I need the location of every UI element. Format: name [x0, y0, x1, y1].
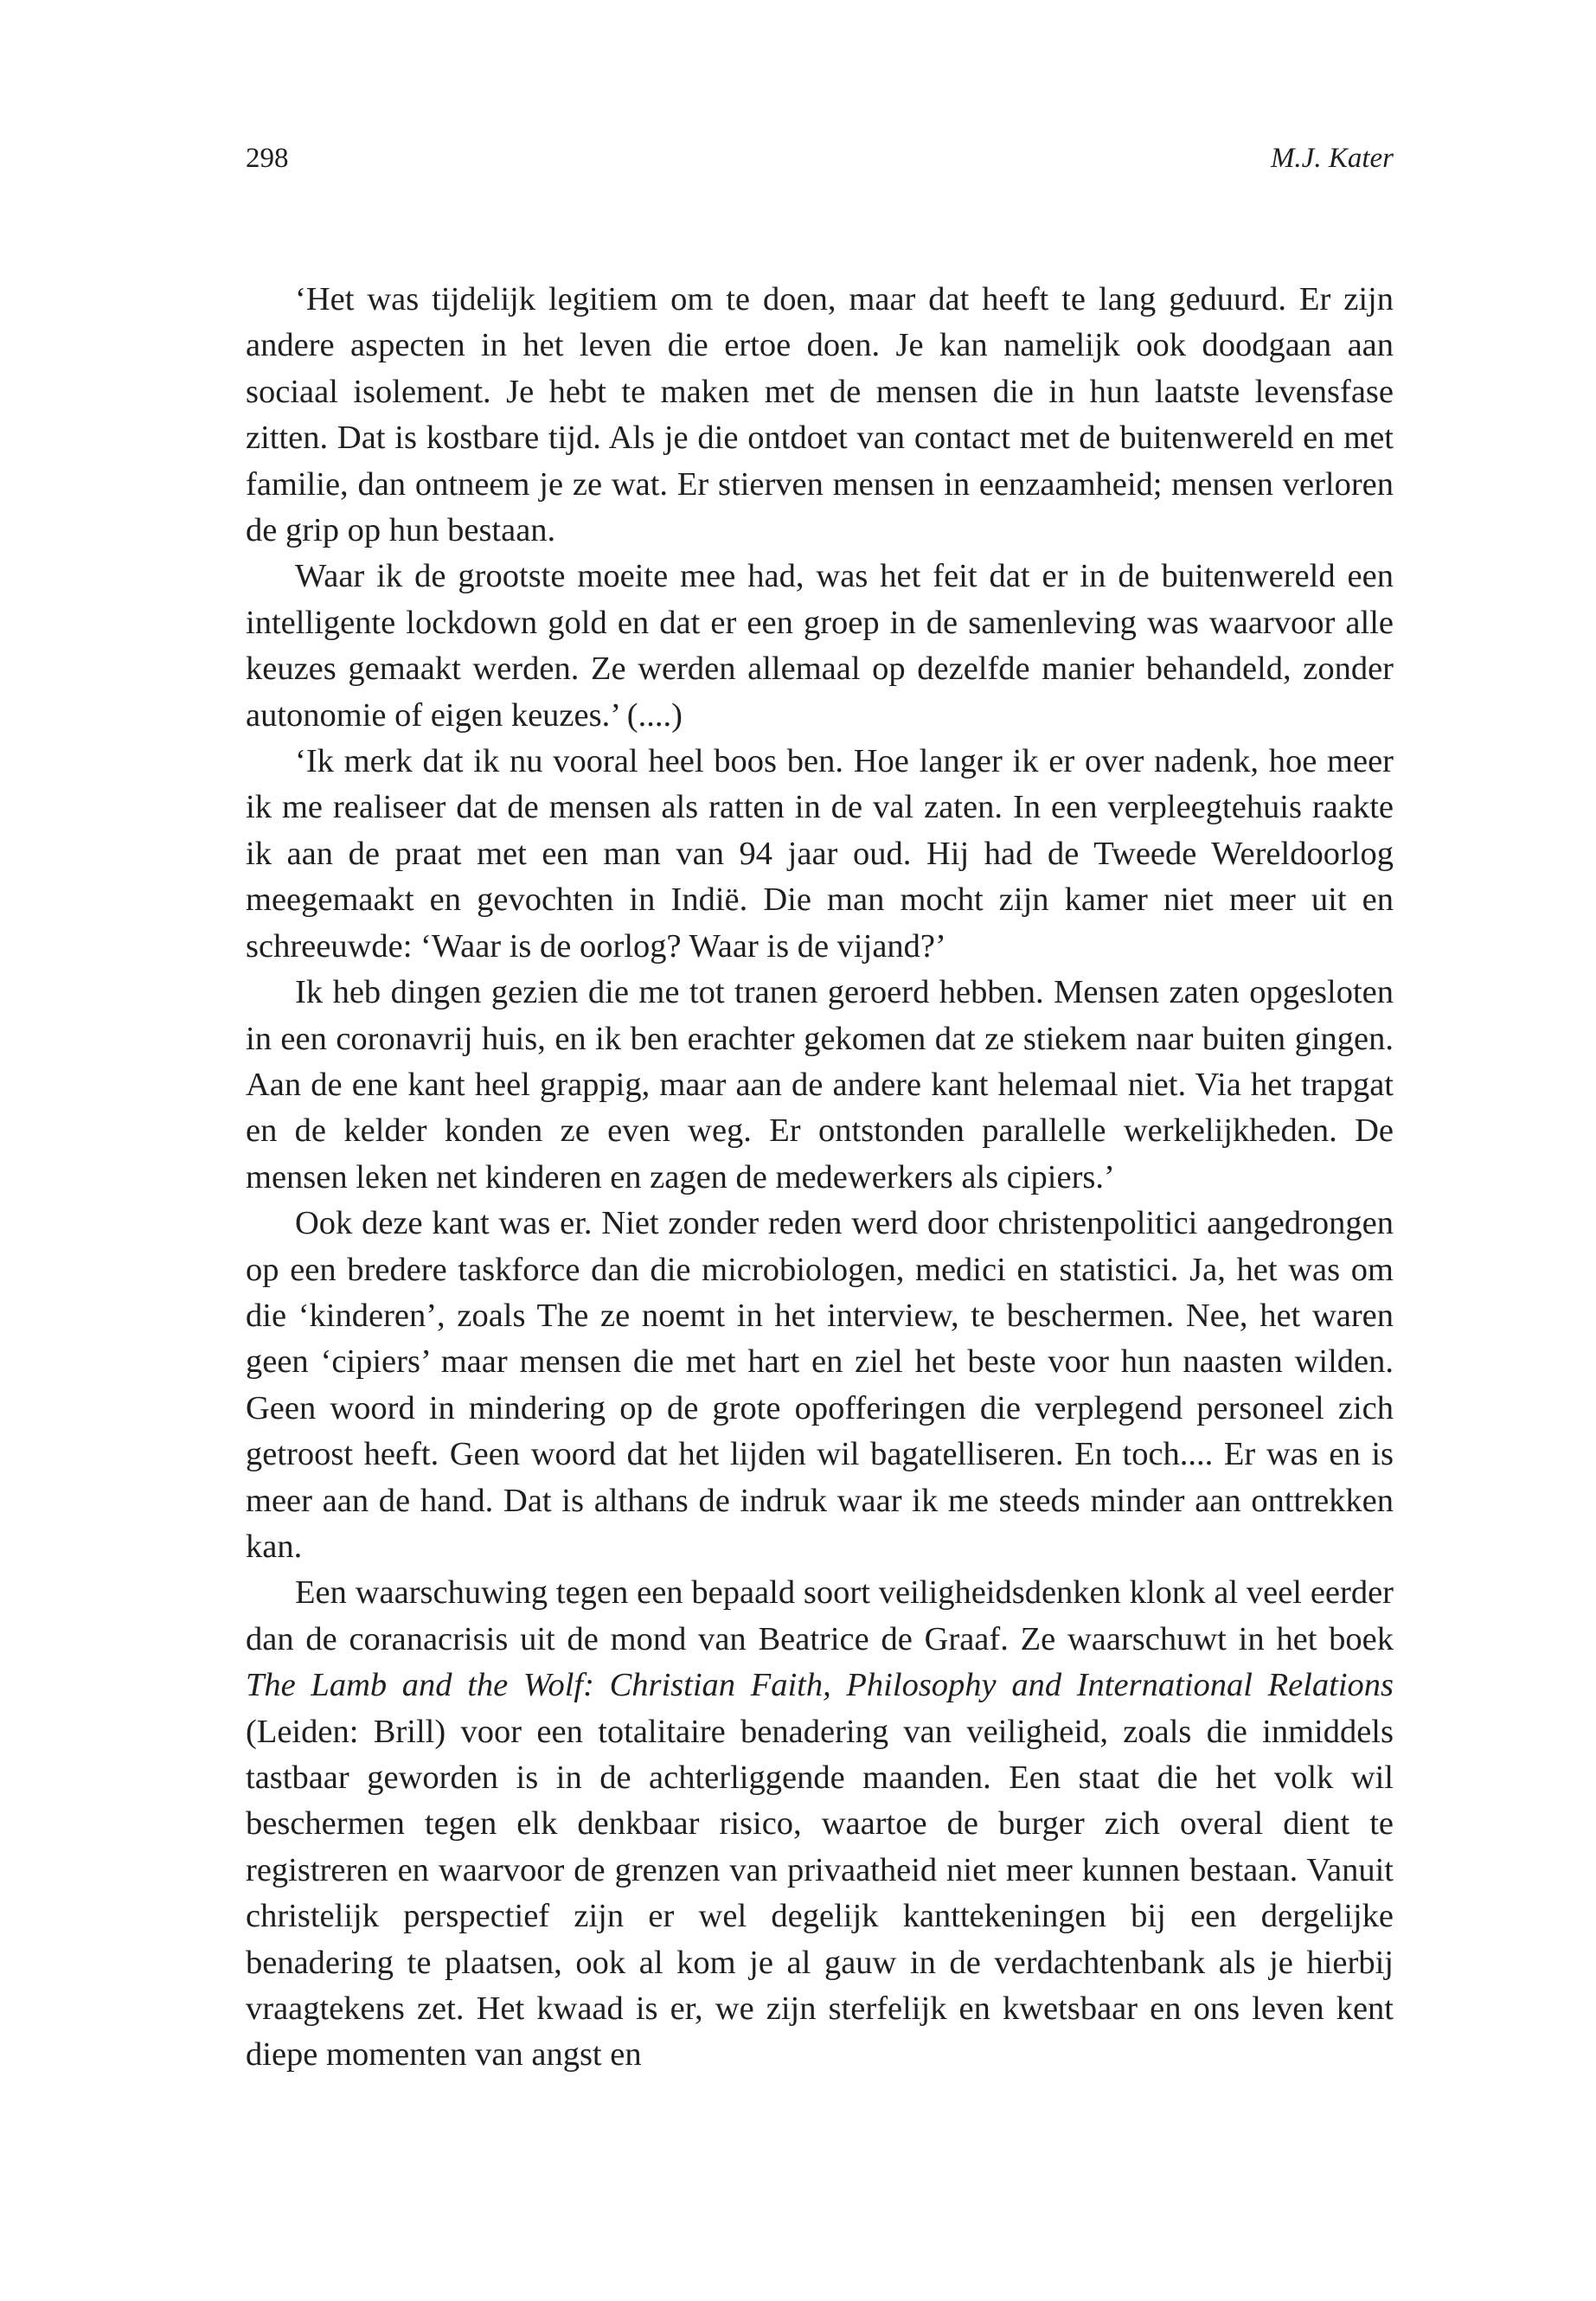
- page-number: 298: [246, 143, 289, 174]
- book-title: The Lamb and the Wolf: Christian Faith, Philosophy and International Relations: [246, 1667, 1394, 1704]
- paragraph: Ik heb dingen gezien die me tot tranen geroerd hebben. Mensen zaten opgesloten in een coronavrij huis, en ik ben erachter gekomen dat ze stiekem naar buiten gingen. Aan de ene kant heel grappig, maar aan de andere kant helemaal niet. Via het trapgat en de kelder konden ze even weg. Er ontstonden parallelle werkelijkheden. De mensen leken net kinderen en zagen de medewerkers als cipiers.’: [246, 974, 1394, 1195]
- body-text: [246, 277, 1394, 2079]
- running-head: [246, 137, 1394, 180]
- paragraph-text: (Leiden: Brill) voor een totalitaire benadering van veiligheid, zoals die inmiddels tastbaar geworden is in de achterliggende maanden. Een staat die het volk wil beschermen tegen elk denkbaar risico, waartoe de burger zich overal dient te registreren en waarvoor de grenzen van privaatheid niet meer kunnen bestaan. Vanuit christelijk perspectief zijn er wel degelijk kanttekeningen bij een dergelijke benadering te plaatsen, ook al kom je al gauw in de verdachtenbank als je hierbij vraagtekens zet. Het kwaad is er, we zijn sterfelijk en kwetsbaar en ons leven kent diepe momenten van angst en: [246, 1713, 1394, 2073]
- paragraph: ‘Ik merk dat ik nu vooral heel boos ben. Hoe langer ik er over nadenk, hoe meer ik me realiseer dat de mensen als ratten in de val zaten. In een verpleegtehuis raakte ik aan de praat met een man van 94 jaar oud. Hij had de Tweede Wereldoorlog meegemaakt en gevochten in Indië. Die man mocht zijn kamer niet meer uit en schreeuwde: ‘Waar is de oorlog? Waar is de vijand?’: [246, 743, 1394, 965]
- paragraph: Ook deze kant was er. Niet zonder reden werd door christenpolitici aangedrongen op een bredere taskforce dan die microbiologen, medici en statistici. Ja, het was om die ‘kinderen’, zoals The ze noemt in het interview, te beschermen. Nee, het waren geen ‘cipiers’ maar mensen die met hart en ziel het beste voor hun naasten wilden. Geen woord in mindering op de grote opofferingen die verplegend personeel zich getroost heeft. Geen woord dat het lijden wil bagatelliseren. En toch.... Er was en is meer aan de hand. Dat is althans de indruk waar ik me steeds minder aan onttrekken kan.: [246, 1205, 1394, 1565]
- paragraph: ‘Het was tijdelijk legitiem om te doen, maar dat heeft te lang geduurd. Er zijn andere aspecten in het leven die ertoe doen. Je kan namelijk ook doodgaan aan sociaal isolement. Je hebt te maken met de mensen die in hun laatste levensfase zitten. Dat is kostbare tijd. Als je die ontdoet van contact met de buitenwereld en met familie, dan ontneem je ze wat. Er stierven mensen in eenzaamheid; mensen verloren de grip op hun bestaan.: [246, 281, 1394, 549]
- paragraph: Waar ik de grootste moeite mee had, was het feit dat er in de buitenwereld een intelligente lockdown gold en dat er een groep in de samenleving was waarvoor alle keuzes gemaakt werden. Ze werden allemaal op dezelfde manier behandeld, zonder autonomie of eigen keuzes.’ (....): [246, 558, 1394, 734]
- paragraph-text: Een waarschuwing tegen een bepaald soort veiligheidsdenken klonk al veel eerder dan de coranacrisis uit de mond van Beatrice de Graaf. Ze waarschuwt in het boek: [246, 1574, 1394, 1657]
- paragraph: [246, 1570, 1394, 2078]
- running-author: M.J. Kater: [1270, 143, 1394, 174]
